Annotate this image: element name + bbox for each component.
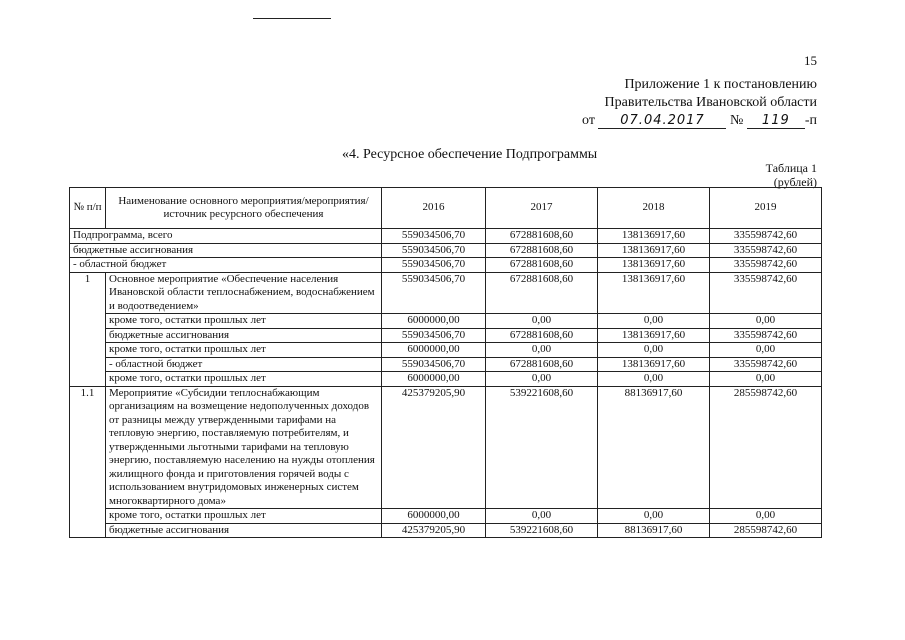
row-name: кроме того, остатки прошлых лет xyxy=(106,343,382,358)
value-2017: 672881608,60 xyxy=(486,328,598,343)
row-name: - областной бюджет xyxy=(106,357,382,372)
value-2016: 425379205,90 xyxy=(382,523,486,538)
value-2019: 335598742,60 xyxy=(710,229,822,244)
value-2018: 0,00 xyxy=(598,372,710,387)
value-2017: 0,00 xyxy=(486,343,598,358)
value-2019: 0,00 xyxy=(710,314,822,329)
table-row xyxy=(70,272,822,314)
value-2019: 0,00 xyxy=(710,509,822,524)
value-2019: 285598742,60 xyxy=(710,523,822,538)
decree-number: 119 xyxy=(747,114,805,129)
table-row xyxy=(70,523,822,538)
value-2016: 559034506,70 xyxy=(382,272,486,314)
value-2016: 559034506,70 xyxy=(382,357,486,372)
header-2016: 2016 xyxy=(382,188,486,229)
value-2019: 335598742,60 xyxy=(710,357,822,372)
page-number: 15 xyxy=(804,53,817,68)
value-2018: 0,00 xyxy=(598,509,710,524)
table-row xyxy=(70,314,822,329)
table-row xyxy=(70,386,822,509)
number-suffix: -п xyxy=(804,113,817,128)
row-name: Подпрограмма, всего xyxy=(70,229,382,244)
value-2017: 0,00 xyxy=(486,314,598,329)
from-label: от xyxy=(582,113,595,128)
table-unit: (рублей) xyxy=(773,175,817,189)
value-2018: 0,00 xyxy=(598,314,710,329)
header-row xyxy=(70,188,822,229)
row-name: Основное мероприятие «Обеспечение населения Ивановской области теплоснабжением, водоснабжением и водоотведением» xyxy=(106,272,382,314)
resource-table xyxy=(69,187,822,538)
value-2016: 6000000,00 xyxy=(382,343,486,358)
header-2018: 2018 xyxy=(598,188,710,229)
value-2018: 88136917,60 xyxy=(598,386,710,509)
value-2017: 539221608,60 xyxy=(486,523,598,538)
table-row xyxy=(70,229,822,244)
appendix-header xyxy=(582,76,817,130)
table-row xyxy=(70,243,822,258)
table-row xyxy=(70,258,822,273)
value-2017: 0,00 xyxy=(486,509,598,524)
value-2016: 6000000,00 xyxy=(382,314,486,329)
row-name: кроме того, остатки прошлых лет xyxy=(106,509,382,524)
header-num: № п/п xyxy=(70,188,106,229)
value-2018: 0,00 xyxy=(598,343,710,358)
value-2019: 285598742,60 xyxy=(710,386,822,509)
value-2016: 559034506,70 xyxy=(382,243,486,258)
row-name: бюджетные ассигнования xyxy=(70,243,382,258)
row-name: кроме того, остатки прошлых лет xyxy=(106,372,382,387)
value-2019: 335598742,60 xyxy=(710,243,822,258)
value-2019: 335598742,60 xyxy=(710,272,822,314)
row-name: - областной бюджет xyxy=(70,258,382,273)
value-2016: 6000000,00 xyxy=(382,509,486,524)
value-2016: 559034506,70 xyxy=(382,229,486,244)
table-row xyxy=(70,343,822,358)
table-caption xyxy=(766,161,817,189)
appendix-line-1: Приложение 1 к постановлению xyxy=(624,77,817,92)
row-name: кроме того, остатки прошлых лет xyxy=(106,314,382,329)
table-body xyxy=(70,229,822,538)
table-row xyxy=(70,357,822,372)
value-2017: 672881608,60 xyxy=(486,258,598,273)
table-row xyxy=(70,328,822,343)
value-2018: 138136917,60 xyxy=(598,243,710,258)
value-2019: 335598742,60 xyxy=(710,328,822,343)
value-2018: 88136917,60 xyxy=(598,523,710,538)
value-2018: 138136917,60 xyxy=(598,229,710,244)
row-name: бюджетные ассигнования xyxy=(106,523,382,538)
row-index: 1.1 xyxy=(70,386,106,538)
value-2018: 138136917,60 xyxy=(598,357,710,372)
value-2016: 425379205,90 xyxy=(382,386,486,509)
header-2019: 2019 xyxy=(710,188,822,229)
section-title: «4. Ресурсное обеспечение Подпрограммы xyxy=(342,147,598,162)
row-name: Мероприятие «Субсидии теплоснабжающим организациям на возмещение недополученных доходов от разницы между утвержденными тарифами на тепловую энергию, поставляемую потребителям, и утвержденными льготными тарифами на тепловую энергию, поставляемую населению на нужды отопления жилищного фонда и приготовления горячей воды с использованием внутридомовых инженерных систем многоквартирного дома» xyxy=(106,386,382,509)
header-2017: 2017 xyxy=(486,188,598,229)
row-name: бюджетные ассигнования xyxy=(106,328,382,343)
decree-date: 07.04.2017 xyxy=(598,114,726,129)
top-rule xyxy=(253,18,331,19)
value-2017: 539221608,60 xyxy=(486,386,598,509)
value-2018: 138136917,60 xyxy=(598,328,710,343)
value-2018: 138136917,60 xyxy=(598,272,710,314)
number-label: № xyxy=(729,113,744,128)
value-2017: 0,00 xyxy=(486,372,598,387)
appendix-date-line xyxy=(582,112,817,130)
row-index: 1 xyxy=(70,272,106,386)
value-2017: 672881608,60 xyxy=(486,229,598,244)
table-label: Таблица 1 xyxy=(765,161,817,175)
value-2019: 0,00 xyxy=(710,372,822,387)
value-2018: 138136917,60 xyxy=(598,258,710,273)
value-2019: 335598742,60 xyxy=(710,258,822,273)
value-2017: 672881608,60 xyxy=(486,243,598,258)
value-2019: 0,00 xyxy=(710,343,822,358)
table-row xyxy=(70,372,822,387)
header-name: Наименование основного мероприятия/мероприятия/источник ресурсного обеспечения xyxy=(106,188,382,229)
value-2016: 559034506,70 xyxy=(382,258,486,273)
value-2016: 559034506,70 xyxy=(382,328,486,343)
appendix-line-2: Правительства Ивановской области xyxy=(604,95,817,110)
value-2016: 6000000,00 xyxy=(382,372,486,387)
value-2017: 672881608,60 xyxy=(486,272,598,314)
value-2017: 672881608,60 xyxy=(486,357,598,372)
table-row xyxy=(70,509,822,524)
